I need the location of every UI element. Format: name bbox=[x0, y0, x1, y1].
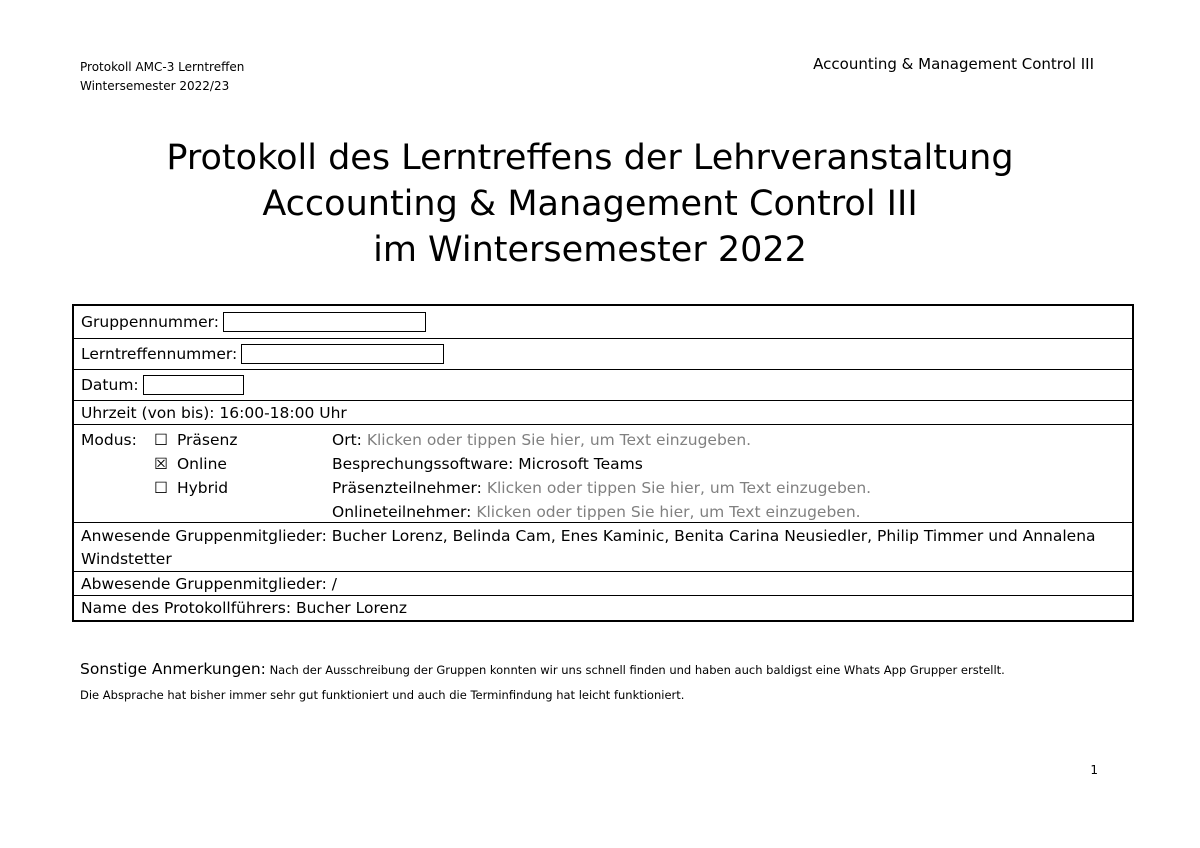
row-datum bbox=[74, 370, 1132, 401]
page-number: 1 bbox=[1090, 763, 1098, 777]
header-semester: Wintersemester 2022/23 bbox=[80, 79, 230, 93]
modus-option-praesenz[interactable] bbox=[154, 431, 332, 449]
onlineteilnehmer-field bbox=[332, 503, 861, 521]
option-online-label: Online bbox=[176, 455, 227, 473]
ort-field bbox=[332, 431, 751, 449]
modus-label: Modus: bbox=[81, 431, 137, 449]
notes-section bbox=[80, 657, 1005, 708]
software-field bbox=[332, 455, 643, 473]
option-hybrid-label: Hybrid bbox=[176, 479, 229, 497]
header-doc-title: Protokoll AMC-3 Lerntreffen bbox=[80, 60, 245, 74]
row-uhrzeit bbox=[74, 401, 1132, 425]
lerntreffennummer-field[interactable] bbox=[241, 344, 444, 364]
meeting-info-table bbox=[72, 304, 1134, 622]
ort-label: Ort: bbox=[332, 431, 362, 449]
gruppennummer-label: Gruppennummer: bbox=[81, 313, 219, 331]
checkbox-hybrid[interactable]: ☐ bbox=[154, 479, 168, 497]
praesenzteilnehmer-label: Präsenzteilnehmer: bbox=[332, 479, 482, 497]
datum-label: Datum: bbox=[81, 376, 139, 394]
row-modus bbox=[74, 425, 1132, 523]
title-line-2: Accounting & Management Control III bbox=[262, 184, 918, 224]
onlineteilnehmer-label: Onlineteilnehmer: bbox=[332, 503, 472, 521]
anwesende-text: Anwesende Gruppenmitglieder: Bucher Lorenz, Belinda Cam, Enes Kaminic, Benita Carina Neusiedler, Philip Timmer und Annalena Windstetter bbox=[81, 527, 1096, 568]
row-lerntreffennummer bbox=[74, 339, 1132, 370]
datum-field[interactable] bbox=[143, 375, 244, 395]
ort-placeholder[interactable]: Klicken oder tippen Sie hier, um Text einzugeben. bbox=[366, 431, 752, 449]
modus-line-3 bbox=[81, 476, 1125, 500]
header-course: Accounting & Management Control III bbox=[813, 55, 1094, 73]
title-line-1: Protokoll des Lerntreffens der Lehrveranstaltung bbox=[166, 138, 1014, 178]
notes-label: Sonstige Anmerkungen: bbox=[80, 660, 266, 678]
modus-option-hybrid[interactable] bbox=[154, 479, 332, 497]
praesenzteilnehmer-field bbox=[332, 479, 871, 497]
row-protokollfuehrer bbox=[74, 596, 1132, 620]
row-gruppennummer bbox=[74, 306, 1132, 339]
option-praesenz-label: Präsenz bbox=[176, 431, 238, 449]
software-label: Besprechungssoftware: bbox=[332, 455, 514, 473]
gruppennummer-field[interactable] bbox=[223, 312, 426, 332]
notes-line-1 bbox=[80, 657, 1005, 683]
row-abwesende bbox=[74, 572, 1132, 596]
modus-option-online[interactable] bbox=[154, 455, 332, 473]
modus-line-2 bbox=[81, 452, 1125, 476]
abwesende-text: Abwesende Gruppenmitglieder: / bbox=[81, 574, 337, 593]
onlineteilnehmer-placeholder[interactable]: Klicken oder tippen Sie hier, um Text einzugeben. bbox=[476, 503, 861, 521]
praesenzteilnehmer-placeholder[interactable]: Klicken oder tippen Sie hier, um Text einzugeben. bbox=[486, 479, 872, 497]
modus-line-1 bbox=[81, 428, 1125, 452]
row-anwesende bbox=[74, 523, 1132, 572]
checkbox-praesenz[interactable]: ☐ bbox=[154, 431, 168, 449]
uhrzeit-text: Uhrzeit (von bis): 16:00-18:00 Uhr bbox=[81, 403, 347, 422]
notes-text-2: Die Absprache hat bisher immer sehr gut funktioniert und auch die Terminfindung hat leicht funktioniert. bbox=[80, 688, 685, 702]
notes-text-1: Nach der Ausschreibung der Gruppen konnten wir uns schnell finden und haben auch baldigst eine Whats App Grupper erstellt. bbox=[269, 663, 1005, 677]
page-title bbox=[0, 135, 1180, 273]
software-value[interactable]: Microsoft Teams bbox=[518, 455, 643, 473]
modus-line-4 bbox=[81, 500, 1125, 524]
header-left bbox=[80, 58, 244, 96]
checkbox-online[interactable]: ☒ bbox=[154, 455, 168, 473]
protokollfuehrer-text: Name des Protokollführers: Bucher Lorenz bbox=[81, 599, 407, 617]
lerntreffennummer-label: Lerntreffennummer: bbox=[81, 345, 238, 363]
title-line-3: im Wintersemester 2022 bbox=[373, 230, 807, 270]
